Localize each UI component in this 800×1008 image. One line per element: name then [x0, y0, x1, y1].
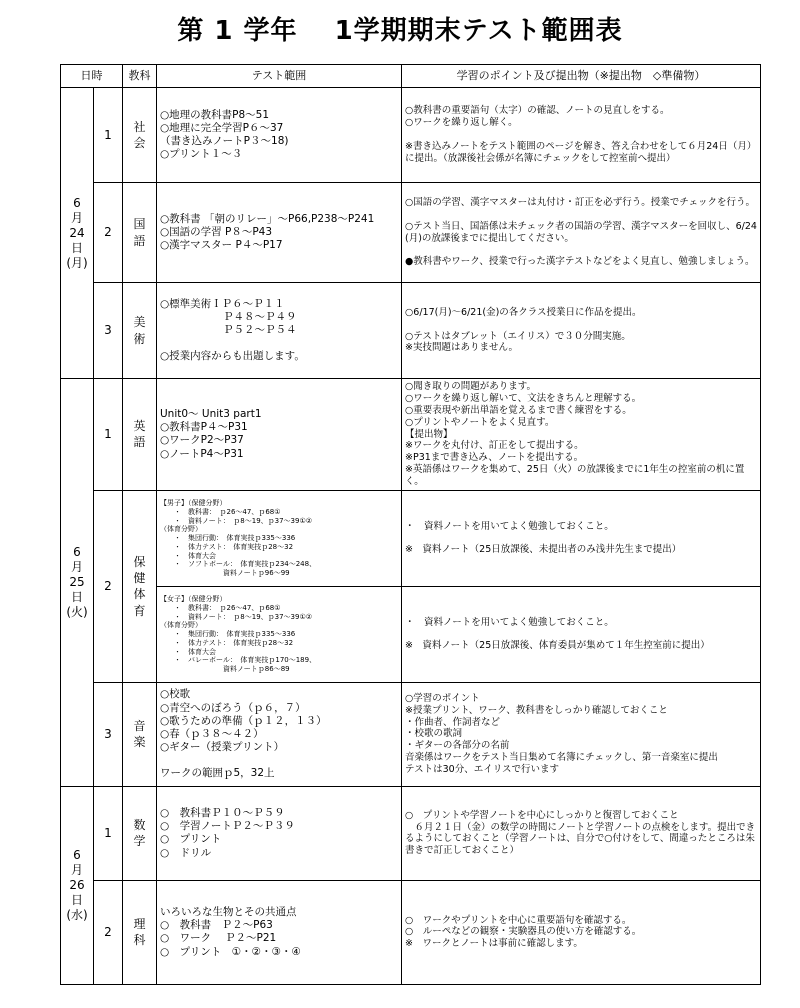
table-row: [61, 880, 761, 984]
points-cell: ○教科書の重要語句（太字）の確認、ノートの見直しをする。 ○ワークを繰り返し解く。 ※書き込みノートをテスト範囲のページを解き、答え合わせをして６月24日（月）に提出。（放課後社会係が名簿にチェックをして控室前へ提出）: [402, 88, 761, 183]
subject-cell: 保 健 体 育: [123, 490, 157, 682]
page-title: 第 1 学年 1学期期末テスト範囲表: [177, 16, 623, 46]
points-cell: ○ プリントや学習ノートを中心にしっかりと復習しておくこと ６月２１日（金）の数学の時間にノートと学習ノートの点検をします。提出できるようにしておくこと（学習ノートは、自分で○付けをして、間違ったところは朱書きで訂正しておくこと）: [402, 786, 761, 880]
period-cell: 1: [94, 88, 123, 183]
date-cell: 6 月 25 日 (火): [61, 379, 94, 787]
table-row: [61, 490, 761, 586]
table-row: [61, 786, 761, 880]
period-cell: 2: [94, 880, 123, 984]
table-row: [61, 586, 761, 682]
header-date: 日時: [61, 65, 123, 88]
table-row: [61, 88, 761, 183]
scope-cell: ○ 教科書Ｐ１０～Ｐ５９ ○ 学習ノートＰ２～Ｐ３９ ○ プリント ○ ドリル: [157, 786, 402, 880]
scope-cell: ○教科書 「朝のリレー」～P66,P238～P241 ○国語の学習 P８～P43 ○漢字マスター P４～P17: [157, 183, 402, 283]
scope-cell: ○校歌 ○青空へのぼろう（ｐ６，７） ○歌うための準備（ｐ１２，１３） ○春（ｐ３８～４２） ○ギター（授業プリント） ワークの範囲ｐ5，32上: [157, 682, 402, 786]
subject-cell: 英 語: [123, 379, 157, 491]
points-cell: ○学習のポイント ※授業プリント、ワーク、教科書をしっかり確認しておくこと ・作曲者、作詞者など ・校歌の歌詞 ・ギターの各部分の名前 音楽係はワークをテスト当日集めて名簿にチェックし、第一音楽室に提出 テストは30分、エイリスで行います: [402, 682, 761, 786]
points-cell: ○ ワークやプリントを中心に重要語句を確認する。 ○ ルーペなどの観察・実験器具の使い方を確認する。 ※ ワークとノートは事前に確認します。: [402, 880, 761, 984]
points-cell-boys: ・ 資料ノートを用いてよく勉強しておくこと。 ※ 資料ノート（25日放課後、未提出者のみ浅井先生まで提出）: [402, 490, 761, 586]
points-cell: ○国語の学習、漢字マスターは丸付け・訂正を必ず行う。授業でチェックを行う。 ○テスト当日、国語係は未チェック者の国語の学習、漢字マスターを回収し、6/24(月)の放課後までに提出してください。 ●教科書やワーク、授業で行った漢字テストなどをよく見直し、勉強しましょう。: [402, 183, 761, 283]
scope-cell-girls: 【女子】（保健分野） ・ 教科書： ｐ26～47、ｐ68① ・ 資料ノート： ｐ8～19、ｐ37～39①② （体育分野） ・ 集団行動： 体育実技ｐ335～336 ・ 体力テスト： 体育実技ｐ28～32 ・ 体育大会 ・ バレーボール： 体育実技ｐ170～189、 資料ノートｐ86～89: [157, 586, 402, 682]
scope-cell: ○地理の教科書P8～51 ○地理に完全学習P６～37 （書き込みノートP３～18) ○プリント１～３: [157, 88, 402, 183]
date-cell: 6 月 24 日 (月): [61, 88, 94, 379]
subject-cell: 社 会: [123, 88, 157, 183]
scope-cell: ○標準美術ＩＰ６～Ｐ１１ Ｐ４８～Ｐ４９ Ｐ５２～Ｐ５４ ○授業内容からも出題します。: [157, 283, 402, 379]
period-cell: 2: [94, 183, 123, 283]
test-scope-table: [60, 64, 761, 985]
scope-cell: Unit0～ Unit3 part1 ○教科書P４～P31 ○ワークP2～P37 ○ノートP4～P31: [157, 379, 402, 491]
period-cell: 3: [94, 682, 123, 786]
points-cell: ○聞き取りの問題があります。 ○ワークを繰り返し解いて、文法をきちんと理解する。 ○重要表現や新出単語を覚えるまで書く練習をする。 ○プリントやノートをよく見直す。 【提出物】 ※ワークを丸付け、訂正をして提出する。 ※P31まで書き込み、ノートを提出する。 ※英語係はワークを集めて、25日（火）の放課後までに1年生の控室前の机に置く。: [402, 379, 761, 491]
table-header-row: [61, 65, 761, 88]
header-points: 学習のポイント及び提出物（※提出物 ◇準備物）: [402, 65, 761, 88]
period-cell: 2: [94, 490, 123, 682]
period-cell: 1: [94, 786, 123, 880]
header-subject: 教科: [123, 65, 157, 88]
points-cell: ○6/17(月)～6/21(金)の各クラス授業日に作品を提出。 ○テストはタブレット（エイリス）で３０分間実施。 ※実技問題はありません。: [402, 283, 761, 379]
table-row: [61, 682, 761, 786]
subject-cell: 理 科: [123, 880, 157, 984]
period-cell: 3: [94, 283, 123, 379]
table-row: [61, 283, 761, 379]
scope-cell: いろいろな生物とその共通点 ○ 教科書 Ｐ２～P63 ○ ワーク Ｐ２～P21 ○ プリント ①・②・③・④: [157, 880, 402, 984]
date-cell: 6 月 26 日 (水): [61, 786, 94, 984]
subject-cell: 美 術: [123, 283, 157, 379]
subject-cell: 音 楽: [123, 682, 157, 786]
table-row: [61, 379, 761, 491]
table-row: [61, 183, 761, 283]
header-scope: テスト範囲: [157, 65, 402, 88]
scope-cell-boys: 【男子】（保健分野） ・ 教科書： ｐ26～47、ｐ68① ・ 資料ノート： ｐ8～19、ｐ37～39①② （体育分野） ・ 集団行動： 体育実技ｐ335～336 ・ 体力テスト： 体育実技ｐ28～32 ・ 体育大会 ・ ソフトボール： 体育実技ｐ234～248、 資料ノートｐ96～99: [157, 490, 402, 586]
points-cell-girls: ・ 資料ノートを用いてよく勉強しておくこと。 ※ 資料ノート（25日放課後、体育委員が集めて１年生控室前に提出）: [402, 586, 761, 682]
period-cell: 1: [94, 379, 123, 491]
subject-cell: 数 学: [123, 786, 157, 880]
subject-cell: 国 語: [123, 183, 157, 283]
